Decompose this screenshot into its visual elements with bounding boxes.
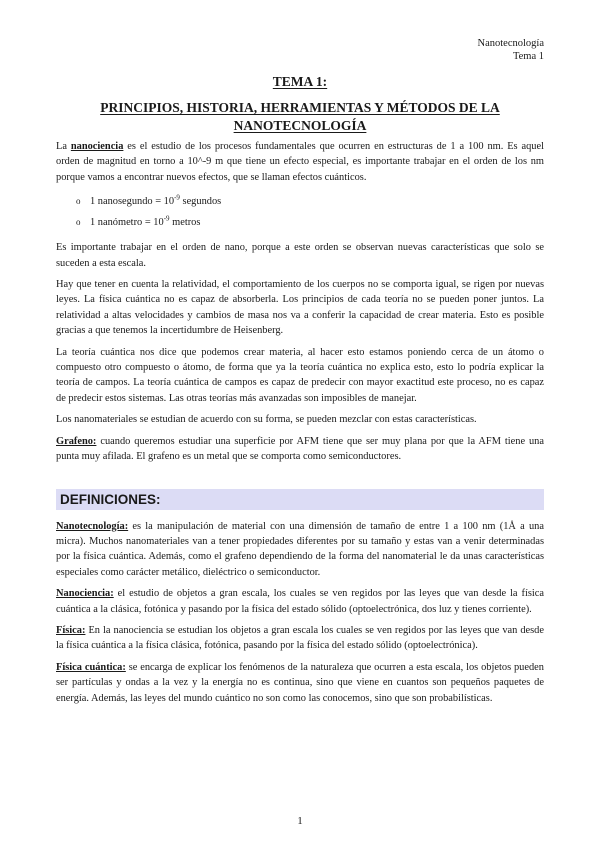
paragraph-nanomateriales: Los nanomateriales se estudian de acuerdo con su forma, se pueden mezclar con estas características. <box>56 414 477 426</box>
term-grafeno: Grafeno: <box>56 435 97 447</box>
text-run: segundos <box>179 196 222 208</box>
definition-item <box>56 519 544 581</box>
definition-item <box>56 623 544 654</box>
definition-text: el estudio de objetos a gran escala, los cuales se ven regidos por las leyes que van desde la física cuántica a la clásica, fotónica y pasando por la física del estado sólido (optoelectrónica, dos luz y tienes corriente). <box>56 588 544 615</box>
paragraph-nanociencia <box>56 139 544 185</box>
term-nanotecnologia: Nanotecnología: <box>56 520 129 532</box>
bullet-circle-icon: o <box>76 196 81 207</box>
document-subtitle: PRINCIPIOS, HISTORIA, HERRAMIENTAS Y MÉTODOS DE LA NANOTECNOLOGÍA <box>100 100 500 133</box>
term-nanociencia-def: Nanociencia: <box>56 588 114 600</box>
text-run: 1 nanosegundo = 10 <box>90 196 175 208</box>
running-header <box>478 37 544 63</box>
term-nanociencia: nanociencia <box>70 141 124 152</box>
unit-list <box>56 191 544 233</box>
exponent: -9 <box>163 214 170 223</box>
document-title: TEMA 1: <box>272 74 328 89</box>
list-item <box>76 212 544 233</box>
definition-item <box>56 660 544 706</box>
text-run: La <box>56 141 71 152</box>
definition-text: es la manipulación de material con una dimensión de tamaño de entre 1 a 100 nm (1Å a una micra). Muchos nanomateriales van a tener propiedades diferentes por su tamaño y estas van a venir determinadas por la física cuántica. Además, como el grafeno dependiendo de la forma del nanomaterial le da unas características especiales como carácter metálico, dieléctrico o semiconductor. <box>56 520 544 578</box>
page-number: 1 <box>297 815 303 827</box>
paragraph-nano-order: Es importante trabajar en el orden de nano, porque a este orden se observan nuevas características que solo se suceden a esta escala. <box>56 242 544 269</box>
term-fisica: Física: <box>56 624 86 636</box>
paragraph-relatividad: Hay que tener en cuenta la relatividad, el comportamiento de los cuerpos no se comporta igual, se rigen por nuevas leyes. La física cuántica no es capaz de absorberla. Los principios de cada teoría no se pueden poner juntos. La relatividad a altas velocidades y cambios de masa nos va a conferir la capacidad de crear materia. Esto es posible gracias a que tenemos la incertidumbre de Heisenberg. <box>56 279 544 337</box>
header-course: Nanotecnología <box>477 38 544 49</box>
definition-text: se encarga de explicar los fenómenos de la naturaleza que ocurren a esta escala, los objetos pueden ser partículas y ondas a la vez y la energía no es continua, sino que viene en cuantos son pequeños paquetes de energía. Además, las leyes del mundo cuántico no son como las conocemos, sino que son probabilísticas. <box>56 661 544 704</box>
definition-text: En la nanociencia se estudian los objetos a gran escala los cuales se ven regidos por las leyes que van desde la física cuántica a la física clásica, fotónica, pasando por la física del estado sólido (optoelectrónica). <box>56 624 544 652</box>
header-topic: Tema 1 <box>512 51 544 62</box>
text-run: metros <box>169 217 201 229</box>
section-heading-definiciones: DEFINICIONES: <box>56 489 544 510</box>
text-run: es el estudio de los procesos fundamentales que ocurren en estructuras de 1 a 100 nm. Es aquel orden de magnitud en torno a 10^-9 m que tiene un efecto especial, es importante trabajar en el orden de los nm porque vamos a encontrar nuevos efectos, que se llaman efectos cuánticos. <box>56 141 544 183</box>
list-item <box>76 191 544 212</box>
paragraph-teoria-cuantica: La teoría cuántica nos dice que podemos crear materia, al hacer esto estamos poniendo cerca de un átomo o compuesto otro compuesto o átomo, de forma que ya la teoría cuántica no explica esto, esto lo podría explicar la teoría de campos. La teoría cuántica de campos es capaz de predecir con mayor exactitud este proceso, no es capaz de predecir estos sistemas. Las otras teorías más avanzadas son imposibles de manejar. <box>56 346 544 404</box>
term-fisica-cuantica: Física cuántica: <box>56 661 126 673</box>
text-run: cuando queremos estudiar una superficie por AFM tiene que ser muy plana por que la AFM tiene una punta muy afilada. El grafeno es un metal que se comporta como semiconductores. <box>56 435 544 463</box>
text-run: 1 nanómetro = 10 <box>90 217 164 229</box>
document-body <box>56 73 544 712</box>
exponent: -9 <box>174 193 180 202</box>
definition-item <box>56 586 544 617</box>
paragraph-grafeno <box>56 434 544 465</box>
bullet-circle-icon: o <box>76 217 81 228</box>
